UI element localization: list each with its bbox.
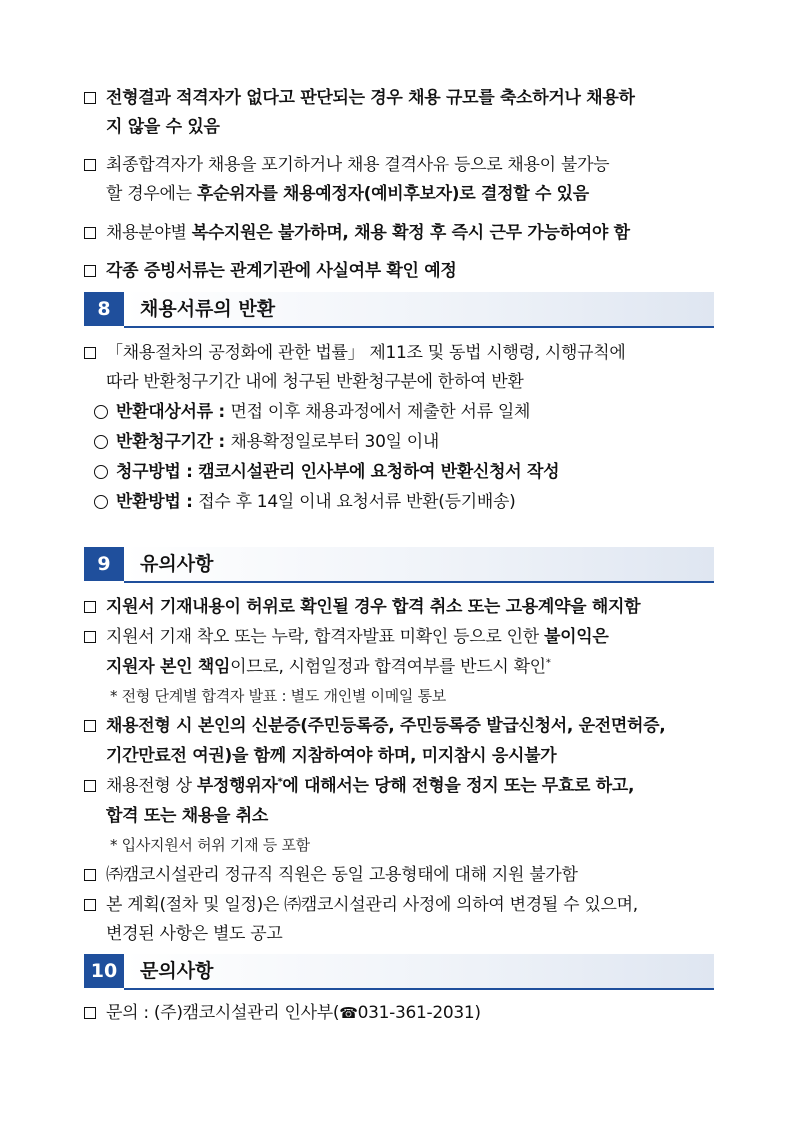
caution-item-6: 본 계획(절차 및 일정)은 ㈜캠코시설관리 사정에 의하여 변경될 수 있으며, (84, 893, 638, 917)
section-header-9 (84, 547, 714, 583)
section-number: 9 (84, 547, 124, 581)
section-header-8 (84, 292, 714, 328)
return-law-item-cont: 따라 반환청구기간 내에 청구된 반환청구분에 한하여 반환 (106, 372, 524, 392)
section-title: 문의사항 (140, 960, 214, 982)
caution-item-2-cont: 지원자 본인 책임이므로, 시험일정과 합격여부를 반드시 확인* (106, 657, 551, 677)
return-docs-item: 반환대상서류 : 면접 이후 채용과정에서 제출한 서류 일체 (94, 400, 530, 424)
section-title: 유의사항 (140, 553, 214, 575)
caution-item-4: 채용전형 상 부정행위자*에 대해서는 당해 전형을 정지 또는 무효로 하고, (84, 774, 634, 798)
checkbox-square-icon (84, 869, 96, 881)
checkbox-square-icon (84, 1007, 96, 1019)
caution-item-4-note: * 입사지원서 허위 기재 등 포함 (110, 836, 310, 854)
circle-bullet-icon (94, 495, 108, 509)
caution-item-2-note: * 전형 단계별 합격자 발표 : 별도 개인별 이메일 통보 (110, 687, 446, 705)
checkbox-square-icon (84, 601, 96, 613)
notice-item-1: 전형결과 적격자가 없다고 판단되는 경우 채용 규모를 축소하거나 채용하 (84, 86, 635, 110)
notice-item-2-cont: 할 경우에는 후순위자를 채용예정자(예비후보자)로 결정할 수 있음 (106, 184, 589, 204)
caution-item-1: 지원서 기재내용이 허위로 확인될 경우 합격 취소 또는 고용계약을 해지함 (84, 595, 640, 619)
checkbox-square-icon (84, 631, 96, 643)
checkbox-square-icon (84, 227, 96, 239)
circle-bullet-icon (94, 405, 108, 419)
notice-item-2: 최종합격자가 채용을 포기하거나 채용 결격사유 등으로 채용이 불가능 (84, 153, 609, 177)
circle-bullet-icon (94, 465, 108, 479)
return-method-item: 반환방법 : 접수 후 14일 이내 요청서류 반환(등기배송) (94, 490, 515, 514)
checkbox-square-icon (84, 347, 96, 359)
checkbox-square-icon (84, 265, 96, 277)
checkbox-square-icon (84, 899, 96, 911)
section-header-10 (84, 954, 714, 990)
checkbox-square-icon (84, 780, 96, 792)
checkbox-square-icon (84, 159, 96, 171)
notice-item-3: 채용분야별 복수지원은 불가하며, 채용 확정 후 즉시 근무 가능하여야 함 (84, 221, 630, 245)
notice-item-4: 각종 증빙서류는 관계기관에 사실여부 확인 예정 (84, 259, 457, 283)
caution-item-3-cont: 기간만료전 여권)을 함께 지참하여야 하며, 미지참시 응시불가 (106, 746, 557, 766)
caution-item-5: ㈜캠코시설관리 정규직 직원은 동일 고용형태에 대해 지원 불가함 (84, 863, 578, 887)
section-number: 8 (84, 292, 124, 326)
return-request-item: 청구방법 : 캠코시설관리 인사부에 요청하여 반환신청서 작성 (94, 460, 559, 484)
phone-icon: ☎ (339, 1004, 358, 1022)
section-number: 10 (84, 954, 124, 988)
caution-item-3: 채용전형 시 본인의 신분증(주민등록증, 주민등록증 발급신청서, 운전면허증, (84, 714, 665, 738)
checkbox-square-icon (84, 92, 96, 104)
section-title: 채용서류의 반환 (140, 298, 276, 320)
contact-item: 문의 : (주)캠코시설관리 인사부(☎031-361-2031) (84, 1001, 481, 1025)
caution-item-6-cont: 변경된 사항은 별도 공고 (106, 924, 283, 944)
return-period-item: 반환청구기간 : 채용확정일로부터 30일 이내 (94, 430, 439, 454)
return-law-item: 「채용절차의 공정화에 관한 법률」 제11조 및 동법 시행령, 시행규칙에 (84, 341, 626, 365)
caution-item-2: 지원서 기재 착오 또는 누락, 합격자발표 미확인 등으로 인한 불이익은 (84, 625, 608, 649)
notice-item-1-cont: 지 않을 수 있음 (106, 117, 220, 137)
checkbox-square-icon (84, 720, 96, 732)
caution-item-4-cont: 합격 또는 채용을 취소 (106, 806, 268, 826)
circle-bullet-icon (94, 435, 108, 449)
